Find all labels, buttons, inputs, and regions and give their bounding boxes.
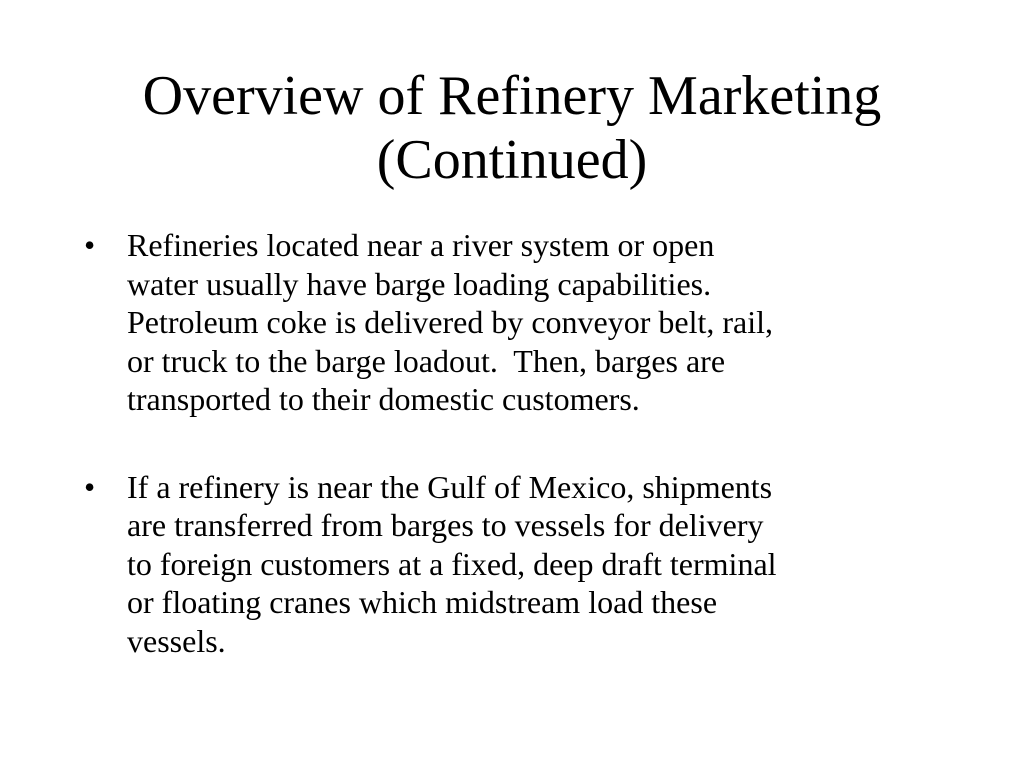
bullet-line: water usually have barge loading capabilities. (127, 265, 712, 302)
bullet-line: vessels. (127, 622, 226, 659)
bullet-item (82, 468, 952, 661)
bullet-line: or floating cranes which midstream load these (127, 584, 718, 620)
bullet-dot-icon: • (84, 468, 96, 505)
bullet-line: Refineries located near a river system or open (127, 227, 715, 263)
bullet-line: are transferred from barges to vessels for delivery (127, 507, 764, 543)
title-line-2: (Continued) (376, 129, 648, 191)
bullet-line: or truck to the barge loadout. Then, barges are (127, 342, 726, 379)
bullet-line: transported to their domestic customers. (127, 381, 640, 417)
bullet-line: If a refinery is near the Gulf of Mexico, shipments (127, 468, 773, 505)
bullet-item (82, 226, 952, 419)
slide-title (60, 64, 964, 192)
bullet-list (82, 226, 952, 709)
bullet-line: to foreign customers at a fixed, deep draft terminal (127, 545, 777, 582)
bullet-line: Petroleum coke is delivered by conveyor belt, rail, (127, 304, 774, 340)
bullet-dot-icon: • (84, 227, 96, 263)
title-line-1: Overview of Refinery Marketing (142, 65, 882, 127)
